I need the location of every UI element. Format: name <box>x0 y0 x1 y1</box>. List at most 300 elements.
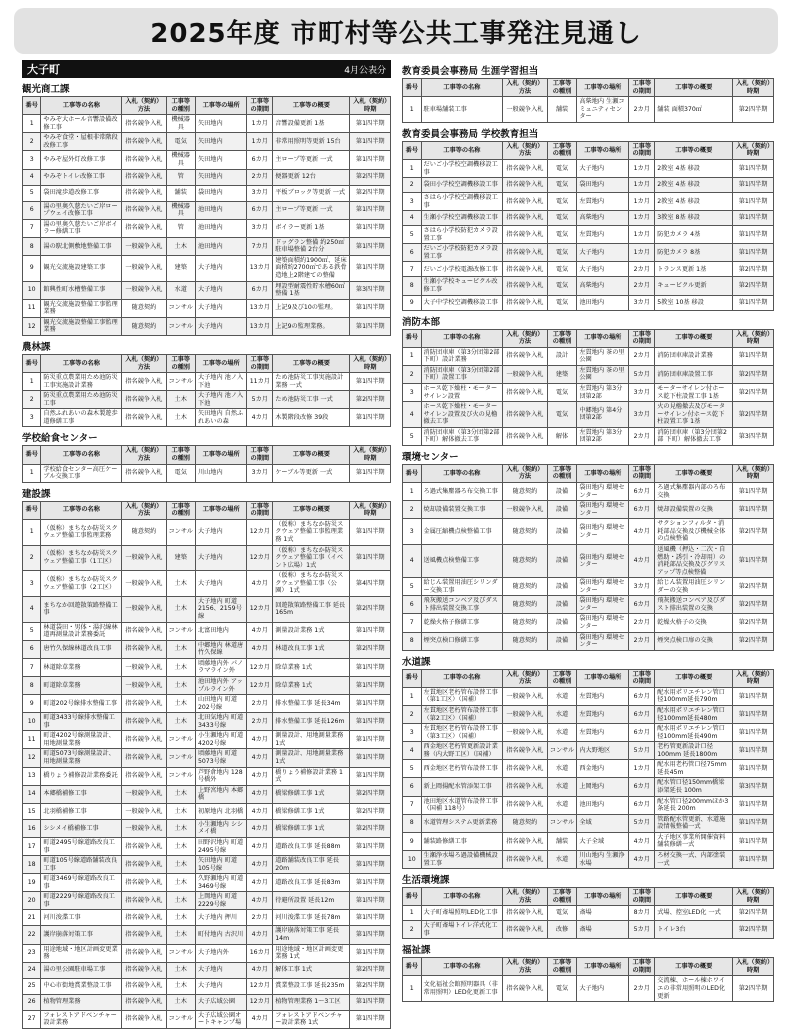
table-cell: 8 <box>403 814 422 832</box>
table-cell: 機械器具 <box>166 201 195 219</box>
table-cell: 水道 <box>166 281 195 299</box>
table-row <box>403 159 774 177</box>
table-cell: 15 <box>23 803 41 819</box>
table-cell: 第1四半期 <box>350 255 391 281</box>
table-cell: 大子中学校空調機移設工事 <box>421 295 503 310</box>
table-cell: 指名競争入札 <box>122 767 166 785</box>
project-table <box>402 141 774 311</box>
table-cell: 第1四半期 <box>733 211 774 226</box>
table-cell: 大子地内 <box>195 281 247 299</box>
table-cell: 大子地内 <box>195 519 247 545</box>
column-header: 入札（契約）時期 <box>350 354 391 372</box>
table-cell: 町道4202号線測量設計、用地測量業務 <box>41 731 122 749</box>
table-cell: 2教室 4基 移設 <box>655 193 733 211</box>
table-cell: 防犯カメラ 8基 <box>655 244 733 262</box>
table-cell: 指名競争入札 <box>122 115 166 133</box>
table-cell: 配水管口径150mm橋梁添架延長 100m <box>655 778 733 796</box>
table-cell: 4カ月 <box>247 803 273 819</box>
column-header: 番号 <box>23 97 41 115</box>
table-cell: 矢田地内 <box>195 151 247 169</box>
table-row <box>23 785 391 803</box>
table-cell: 3カ月 <box>629 578 655 596</box>
table-cell: 大子町斎場照明LED化工事 <box>421 906 503 921</box>
table-cell: モーターサイレン付ホース乾下柱設置工事 1基 <box>655 383 733 401</box>
table-cell: 第2四半期 <box>733 578 774 596</box>
table-cell: 3 <box>403 193 422 211</box>
table-cell: 大子地内 <box>195 978 247 994</box>
table-cell: 一般競争入札 <box>122 596 166 622</box>
table-cell: コンサル <box>166 749 195 767</box>
table-cell: 一般競争入札 <box>122 803 166 819</box>
table-cell: 7 <box>23 658 41 676</box>
table-cell: 2カ月 <box>247 713 273 731</box>
table-cell: 第2四半期 <box>350 596 391 622</box>
table-cell: 中心市街地賞業整設工事 <box>41 978 122 994</box>
table-cell: 設備 <box>547 544 577 577</box>
table-cell: 指名競争入札 <box>503 921 548 939</box>
table-cell: 焼却設備装置の交換 <box>655 501 733 519</box>
table-cell: 2カ月 <box>629 427 655 445</box>
table-cell: 一般競争入札 <box>503 724 548 742</box>
table-cell: 10 <box>23 281 41 299</box>
table-cell: 土木 <box>166 874 195 892</box>
table-cell: 第2四半期 <box>350 785 391 803</box>
table-cell: 消防団車庫設置工事 <box>655 365 733 383</box>
table-cell: 指名競争入札 <box>122 169 166 185</box>
table-cell: 第1四半期 <box>350 464 391 482</box>
table-cell: 4カ月 <box>247 622 273 640</box>
table-cell: 北羽橋補修工事 <box>41 803 122 819</box>
table-cell: 4カ月 <box>629 832 655 850</box>
table-cell: 6カ月 <box>629 596 655 614</box>
table-cell: 館興性町水槽整備工事 <box>41 281 122 299</box>
table-cell: 第1四半期 <box>733 193 774 211</box>
table-cell: 指名競争入札 <box>122 391 166 409</box>
table-row <box>403 347 774 365</box>
table-cell: 第1四半期 <box>350 944 391 962</box>
table-cell: 5 <box>403 427 422 445</box>
table-cell: 消防団車庫（第3分団第2部 下町）設計業務 <box>421 347 503 365</box>
table-cell: 土木 <box>166 785 195 803</box>
table-cell: 1カ月 <box>247 115 273 133</box>
table-cell: 2 <box>23 133 41 151</box>
column-header: 入札（契約）時期 <box>733 888 774 906</box>
table-cell: 3教室 8基 移設 <box>655 211 733 226</box>
table-cell: 電気 <box>547 906 577 921</box>
section-title: 環境センター <box>402 451 459 463</box>
table-cell: 林道袋田・男体・湯沢線林道再測量設計業務委託 <box>41 622 122 640</box>
table-cell: 4カ月 <box>247 1010 273 1028</box>
table-cell: 中郷地内 第4分団第2部 <box>577 402 629 428</box>
table-cell: 4カ月 <box>247 785 273 803</box>
column-header: 入札（契約）方法 <box>503 79 548 97</box>
table-cell: 田野沢地内 町道2495号線 <box>195 837 247 855</box>
table-cell: 大子地内 池ノ入下池 <box>195 373 247 391</box>
column-header: 入札（契約）方法 <box>503 141 548 159</box>
section-title: 消防本部 <box>402 316 441 328</box>
table-cell: 26 <box>23 994 41 1010</box>
table-cell: 一般競争入札 <box>122 658 166 676</box>
table-row <box>23 962 391 978</box>
table-cell: 設備 <box>547 614 577 632</box>
table-cell: 水道 <box>547 760 577 778</box>
table-cell: ドッグラン整備 約250㎡ 駐車場整備 2台分 <box>273 237 350 255</box>
table-cell: 生瀬小学校空調機移設工事 <box>421 211 503 226</box>
table-cell: 1 <box>23 519 41 545</box>
table-cell: 水道 <box>547 850 577 868</box>
table-cell: 一般競争入札 <box>503 687 548 705</box>
table-cell: 1カ月 <box>629 760 655 778</box>
table-cell: 5 <box>23 185 41 201</box>
table-cell: 高柴地内 <box>577 211 629 226</box>
table-cell: 10 <box>403 850 422 868</box>
table-cell: 第2四半期 <box>733 632 774 650</box>
table-cell: 4カ月 <box>247 926 273 944</box>
table-cell: 池田地内 <box>195 237 247 255</box>
column-header: 工事等の場所 <box>577 79 629 97</box>
table-cell: 第3四半期 <box>350 281 391 299</box>
table-cell: 第1四半期 <box>733 760 774 778</box>
title-banner <box>14 8 778 54</box>
table-cell: 指名競争入札 <box>122 464 166 482</box>
table-cell: 観光交流施設整備工事監理業務 <box>41 317 122 335</box>
table-cell: 第3四半期 <box>733 778 774 796</box>
table-cell: 土木 <box>166 640 195 658</box>
table-cell: 7カ月 <box>247 237 273 255</box>
column-header: 工事等の名称 <box>421 464 503 482</box>
column-header: 工事等の場所 <box>195 501 247 519</box>
table-cell: 第2四半期 <box>350 803 391 819</box>
table-cell: 11 <box>23 299 41 317</box>
table-cell: コンサル <box>166 1010 195 1028</box>
table-cell: 2 <box>23 545 41 571</box>
table-cell: 主ロープ等更新 一式 <box>273 201 350 219</box>
table-cell: 電気 <box>547 383 577 401</box>
table-cell: ボイラー更新 1基 <box>273 219 350 237</box>
table-cell: 第1四半期 <box>733 347 774 365</box>
table-cell: 第3四半期 <box>733 427 774 445</box>
table-cell: 土木 <box>166 994 195 1010</box>
table-row <box>23 978 391 994</box>
table-cell: 第2四半期 <box>733 596 774 614</box>
table-cell: 土木 <box>166 676 195 694</box>
table-cell: 指名競争入札 <box>503 796 548 814</box>
table-row <box>403 383 774 401</box>
column-header: 工事等の名称 <box>41 97 122 115</box>
column-header: 工事等の種別 <box>166 501 195 519</box>
table-row <box>23 373 391 391</box>
table-cell: 測量設計業務 1式 <box>273 622 350 640</box>
table-row <box>403 850 774 868</box>
table-cell: 7 <box>403 262 422 277</box>
table-cell: 電気 <box>166 464 195 482</box>
table-cell: 指名競争入札 <box>503 742 548 760</box>
table-cell: 指名競争入札 <box>503 262 548 277</box>
table-header-row <box>403 464 774 482</box>
table-cell: 排水整備工事 延長34m <box>273 695 350 713</box>
table-row <box>403 277 774 295</box>
table-cell: 第1四半期 <box>350 151 391 169</box>
table-cell: 随意契約 <box>503 578 548 596</box>
table-cell: 内大野地区 <box>577 742 629 760</box>
municipality-header <box>22 60 391 78</box>
table-cell: 2 <box>403 178 422 193</box>
table-row <box>23 731 391 749</box>
table-cell: 2カ月 <box>629 632 655 650</box>
table-cell: 4 <box>403 742 422 760</box>
table-row <box>23 892 391 910</box>
table-cell: 防災重点農業用ため池防災工事 <box>41 391 122 409</box>
table-row <box>403 832 774 850</box>
column-header: 工事等の名称 <box>421 79 503 97</box>
table-cell: トランス更新 1基 <box>655 262 733 277</box>
table-cell: 4カ月 <box>247 962 273 978</box>
table-cell: 矢田地内 <box>195 169 247 185</box>
table-cell: 橋梁修繕工事 1式 <box>273 819 350 837</box>
table-cell: 2カ月 <box>247 910 273 926</box>
column-header: 工事等の概要 <box>655 464 733 482</box>
table-cell: 大子地内 <box>195 317 247 335</box>
column-header: 工事等の種別 <box>166 97 195 115</box>
table-cell: コンサル <box>166 373 195 391</box>
page-title: 2025年度 市町村等公共工事発注見通し <box>150 18 642 49</box>
project-table <box>402 957 774 1002</box>
table-cell: 第1四半期 <box>350 856 391 874</box>
table-row <box>23 767 391 785</box>
column-header: 入札（契約）方法 <box>122 446 166 464</box>
section-title: 生活環境課 <box>402 875 450 887</box>
table-cell: 5カ月 <box>629 365 655 383</box>
table-cell: 指名競争入札 <box>503 244 548 262</box>
table-row <box>23 169 391 185</box>
left-sections <box>22 81 391 1029</box>
table-cell: 護岸崩落対策工事 <box>41 926 122 944</box>
table-cell: ため池防災工事実施設計業務 一式 <box>273 373 350 391</box>
table-cell: 第1四半期 <box>733 226 774 244</box>
table-row <box>23 464 391 482</box>
table-cell: 舗装 <box>547 832 577 850</box>
table-row <box>23 640 391 658</box>
table-cell: 大子全域 <box>577 832 629 850</box>
table-cell: 1カ月 <box>629 244 655 262</box>
table-cell: 配水用ポリエチレン管口径100mm延長480m <box>655 705 733 723</box>
table-row <box>403 427 774 445</box>
table-cell: 指名競争入札 <box>503 193 548 211</box>
table-cell: 指名競争入札 <box>122 944 166 962</box>
table-cell: 第2四半期 <box>733 277 774 295</box>
table-cell: 消防団車庫（第3分団第2部 下町）解体撤去工事 <box>421 427 503 445</box>
table-cell: 橋梁修繕工事 1式 <box>273 785 350 803</box>
table-cell: 第1四半期 <box>733 178 774 193</box>
table-cell: 大子地内 押川 <box>195 910 247 926</box>
table-cell: 指名競争入札 <box>503 906 548 921</box>
column-header: 工事等の期間 <box>629 958 655 976</box>
table-cell: 13 <box>23 767 41 785</box>
table-cell: 設備 <box>547 578 577 596</box>
column-header: 工事等の期間 <box>247 446 273 464</box>
table-cell: 設備 <box>547 519 577 545</box>
table-cell: 川山地内 生瀬浄水場 <box>577 850 629 868</box>
table-cell: 第1四半期 <box>733 742 774 760</box>
table-cell: 5カ月 <box>629 921 655 939</box>
table-cell: 指名競争入札 <box>122 978 166 994</box>
table-cell: 土木 <box>166 910 195 926</box>
right-column <box>402 60 774 1002</box>
table-cell: 電気 <box>547 976 577 1002</box>
table-cell: 4カ月 <box>629 850 655 868</box>
column-header: 入札（契約）方法 <box>122 97 166 115</box>
table-cell: 指名競争入札 <box>122 695 166 713</box>
table-cell: 大子地内 <box>577 976 629 1002</box>
table-cell: 西金地区老朽管更新設計業務（内大野工区）（国補） <box>421 742 503 760</box>
table-cell: 道路改良工事 延長88m <box>273 837 350 855</box>
table-cell: 池田地内 <box>577 796 629 814</box>
table-cell: 4カ月 <box>247 731 273 749</box>
table-cell: 池田地内 <box>195 219 247 237</box>
table-cell: 久野瀬地内 町道3469号線 <box>195 874 247 892</box>
table-cell: 随意契約 <box>503 519 548 545</box>
table-cell: 指名競争入札 <box>503 427 548 445</box>
table-row <box>23 819 391 837</box>
table-header-row <box>403 329 774 347</box>
table-cell: 土木 <box>166 803 195 819</box>
table-cell: 管 <box>166 219 195 237</box>
table-cell: 橋りょう補修設計業務 1式 <box>273 767 350 785</box>
column-header: 入札（契約）方法 <box>503 329 548 347</box>
table-cell: 芦野倉地内 128号橋外 <box>195 767 247 785</box>
table-cell: 北田気地内 町道3433号線 <box>195 713 247 731</box>
table-cell: 12カ月 <box>247 978 273 994</box>
table-cell: 高柴地内 <box>577 277 629 295</box>
table-cell: 指名競争入札 <box>503 347 548 365</box>
table-cell: 第1四半期 <box>733 850 774 868</box>
table-cell: 3カ月 <box>629 402 655 428</box>
table-cell: 上記9及び10の監理。 <box>273 299 350 317</box>
table-cell: 5カ月 <box>247 391 273 409</box>
column-header: 工事等の期間 <box>629 79 655 97</box>
table-cell: 建築 <box>166 545 195 571</box>
column-header: 入札（契約）方法 <box>122 501 166 519</box>
table-cell: 指名競争入札 <box>503 383 548 401</box>
table-cell: 12 <box>23 749 41 767</box>
table-cell: コンサル <box>166 731 195 749</box>
table-cell: 6 <box>403 244 422 262</box>
table-cell: シシメイ橋補修工事 <box>41 819 122 837</box>
table-cell: 指名競争入札 <box>122 731 166 749</box>
table-cell: 4カ月 <box>247 837 273 855</box>
table-cell: 町道3433号線排水整備工事 <box>41 713 122 731</box>
table-cell: 町道除草業務 <box>41 676 122 694</box>
table-cell: 第1四半期 <box>733 295 774 310</box>
table-cell: 1 <box>403 97 422 123</box>
column-header: 工事等の名称 <box>421 958 503 976</box>
table-row <box>23 545 391 571</box>
table-cell: 第2四半期 <box>733 519 774 545</box>
table-cell: 管路配水管更新、水道施設情報整備一式 <box>655 814 733 832</box>
table-cell: 指名競争入札 <box>122 910 166 926</box>
table-cell: 解体 <box>547 427 577 445</box>
table-cell: 指名競争入札 <box>503 760 548 778</box>
table-cell: 袋田地内 環境センター <box>577 632 629 650</box>
table-cell: 4カ月 <box>247 856 273 874</box>
table-cell: 12カ月 <box>247 658 273 676</box>
table-cell: 斎場 <box>577 906 629 921</box>
table-cell: 唐竹久保線林道改良工事 <box>41 640 122 658</box>
table-cell: 左貫地区老朽管布設替工事（第2工区）（国補） <box>421 705 503 723</box>
table-cell: コンサル <box>166 299 195 317</box>
section-title: 建設課 <box>22 488 51 500</box>
table-row <box>23 133 391 151</box>
column-header: 入札（契約）時期 <box>350 501 391 519</box>
table-cell: 防犯カメラ 4基 <box>655 226 733 244</box>
table-cell: 4カ月 <box>247 892 273 910</box>
column-header: 番号 <box>403 329 422 347</box>
table-cell: 4カ月 <box>247 409 273 427</box>
table-cell: フォレストアドベンチャー設計業務 1式 <box>273 1010 350 1028</box>
table-cell: 焼却設備装置交換工事 <box>421 501 503 519</box>
table-cell: 2カ月 <box>629 976 655 1002</box>
table-cell: 5 <box>403 760 422 778</box>
table-cell: 一般競争入札 <box>122 545 166 571</box>
table-cell: 用途地域・地区計画変更業務 <box>41 944 122 962</box>
table-cell: 指名競争入札 <box>503 295 548 310</box>
table-cell: 上岡地内 町道2229号線 <box>195 892 247 910</box>
table-cell: 指名競争入札 <box>122 749 166 767</box>
table-cell: やみぞトイレ改修工事 <box>41 169 122 185</box>
column-header: 工事等の期間 <box>629 141 655 159</box>
table-cell: 土木 <box>166 978 195 994</box>
table-cell: 第1四半期 <box>733 544 774 577</box>
table-row <box>403 976 774 1002</box>
table-cell: 1 <box>403 906 422 921</box>
table-cell: 随意契約 <box>503 632 548 650</box>
table-header-row <box>403 888 774 906</box>
left-column <box>22 60 391 1029</box>
table-cell: 指名競争入札 <box>122 1010 166 1028</box>
table-cell: 指名競争入札 <box>503 778 548 796</box>
table-row <box>403 544 774 577</box>
table-row <box>403 295 774 310</box>
column-header: 工事等の種別 <box>547 464 577 482</box>
table-cell: 4 <box>403 211 422 226</box>
table-cell: 1カ月 <box>629 193 655 211</box>
table-cell: 7 <box>23 219 41 237</box>
table-cell: 4 <box>403 544 422 577</box>
table-row <box>403 578 774 596</box>
table-cell: 湯の里奥久慈たいご岸ボイラー修繕工事 <box>41 219 122 237</box>
section-title: 学校給食センター <box>22 433 98 445</box>
table-cell: 指名競争入札 <box>122 151 166 169</box>
table-cell: 老朽管更新設計口径100mm 延長1800m <box>655 742 733 760</box>
table-row <box>23 994 391 1010</box>
project-table <box>22 445 391 482</box>
table-cell: 1カ月 <box>247 133 273 151</box>
table-cell: 大子地内 <box>577 159 629 177</box>
table-cell: 一般競争入札 <box>122 255 166 281</box>
table-cell: キュービクル更新 <box>655 277 733 295</box>
table-cell: 第1四半期 <box>733 687 774 705</box>
table-cell: 16 <box>23 819 41 837</box>
table-cell: 6カ月 <box>629 705 655 723</box>
column-header: 入札（契約）時期 <box>733 464 774 482</box>
table-cell: コンサル <box>166 519 195 545</box>
table-cell: 12 <box>23 317 41 335</box>
table-header-row <box>23 501 391 519</box>
table-cell: 17 <box>23 837 41 855</box>
table-cell: 消防団車庫設計業務 <box>655 347 733 365</box>
table-row <box>23 926 391 944</box>
table-cell: やみぞ大ホール音響設備改修工事 <box>41 115 122 133</box>
